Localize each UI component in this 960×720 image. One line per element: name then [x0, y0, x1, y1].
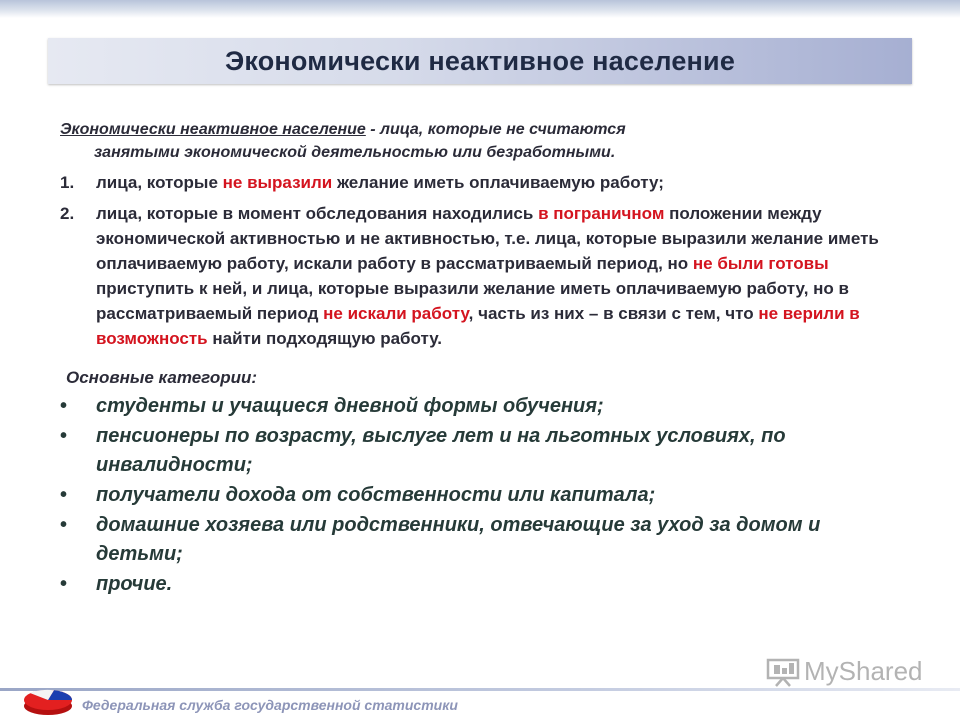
bullet-icon: • — [60, 573, 68, 595]
item-number: 2. — [60, 204, 75, 223]
slide-content — [60, 118, 910, 600]
definition-paragraph — [60, 118, 910, 164]
rosstat-logo-icon — [22, 676, 76, 718]
definition-dash: - — [365, 121, 381, 138]
list-item-text: домашние хозяева или родственники, отвечающие за уход за домом и детьми; — [96, 514, 821, 565]
list-item-text: студенты и учащиеся дневной формы обучения; — [96, 395, 604, 417]
item-text-part: , часть из них – в связи с тем, что — [468, 304, 759, 323]
list-item — [60, 392, 910, 421]
numbered-item-1 — [60, 170, 910, 195]
item-text-part: лица, которые — [96, 173, 223, 192]
bullet-icon: • — [60, 395, 68, 417]
item-text — [96, 201, 910, 351]
definition-line2: занятыми экономической деятельностью или безработными. — [94, 144, 616, 161]
item-highlight: не были готовы — [692, 254, 829, 273]
item-text-part: положении между экономической активностью и не активностью, т.е. лица, которые выразили желание иметь оплачиваемую работу, искали работу в рассматриваемый период, но — [96, 204, 879, 273]
item-text — [96, 170, 910, 195]
list-item-text: прочие. — [96, 573, 173, 595]
list-item-text: пенсионеры по возрасту, выслуге лет и на льготных условиях, по инвалидности; — [96, 425, 786, 476]
footer-divider — [0, 688, 960, 691]
footer-organization: Федеральная служба государственной статистики — [82, 697, 458, 713]
item-text-part: желание иметь оплачиваемую работу; — [332, 173, 664, 192]
item-highlight: в пограничном — [538, 204, 665, 223]
categories-title: Основные категории: — [66, 368, 258, 387]
item-highlight: не верили в возможность — [96, 304, 860, 348]
item-number: 1. — [60, 173, 75, 192]
list-item — [60, 570, 910, 599]
item-text-part: найти подходящую работу. — [207, 329, 442, 348]
list-item-text: получатели дохода от собственности или капитала; — [96, 484, 656, 506]
categories-list — [60, 392, 910, 599]
bullet-icon: • — [60, 514, 68, 536]
watermark-text: MyShared — [804, 656, 923, 686]
top-decorative-band — [0, 0, 960, 18]
list-item — [60, 481, 910, 510]
list-item — [60, 422, 910, 480]
slide-title: Экономически неактивное население — [224, 45, 736, 76]
item-highlight: не выразили — [222, 173, 333, 192]
bullet-icon: • — [60, 484, 68, 506]
list-item — [60, 511, 910, 569]
numbered-item-2 — [60, 201, 910, 351]
presentation-board-icon — [766, 657, 800, 687]
item-text-part: лица, которые в момент обследования находились — [96, 204, 539, 223]
myshared-watermark — [766, 656, 923, 687]
item-highlight: не искали работу — [323, 304, 469, 323]
title-bar — [48, 38, 912, 84]
definition-term: Экономически неактивное население — [60, 121, 366, 138]
bullet-icon: • — [60, 425, 68, 447]
item-text-part: приступить к ней, и лица, которые выразили желание иметь оплачиваемую работу, но в рассматриваемый период — [96, 279, 849, 323]
definition-line1: лица, которые не считаются — [380, 121, 626, 138]
